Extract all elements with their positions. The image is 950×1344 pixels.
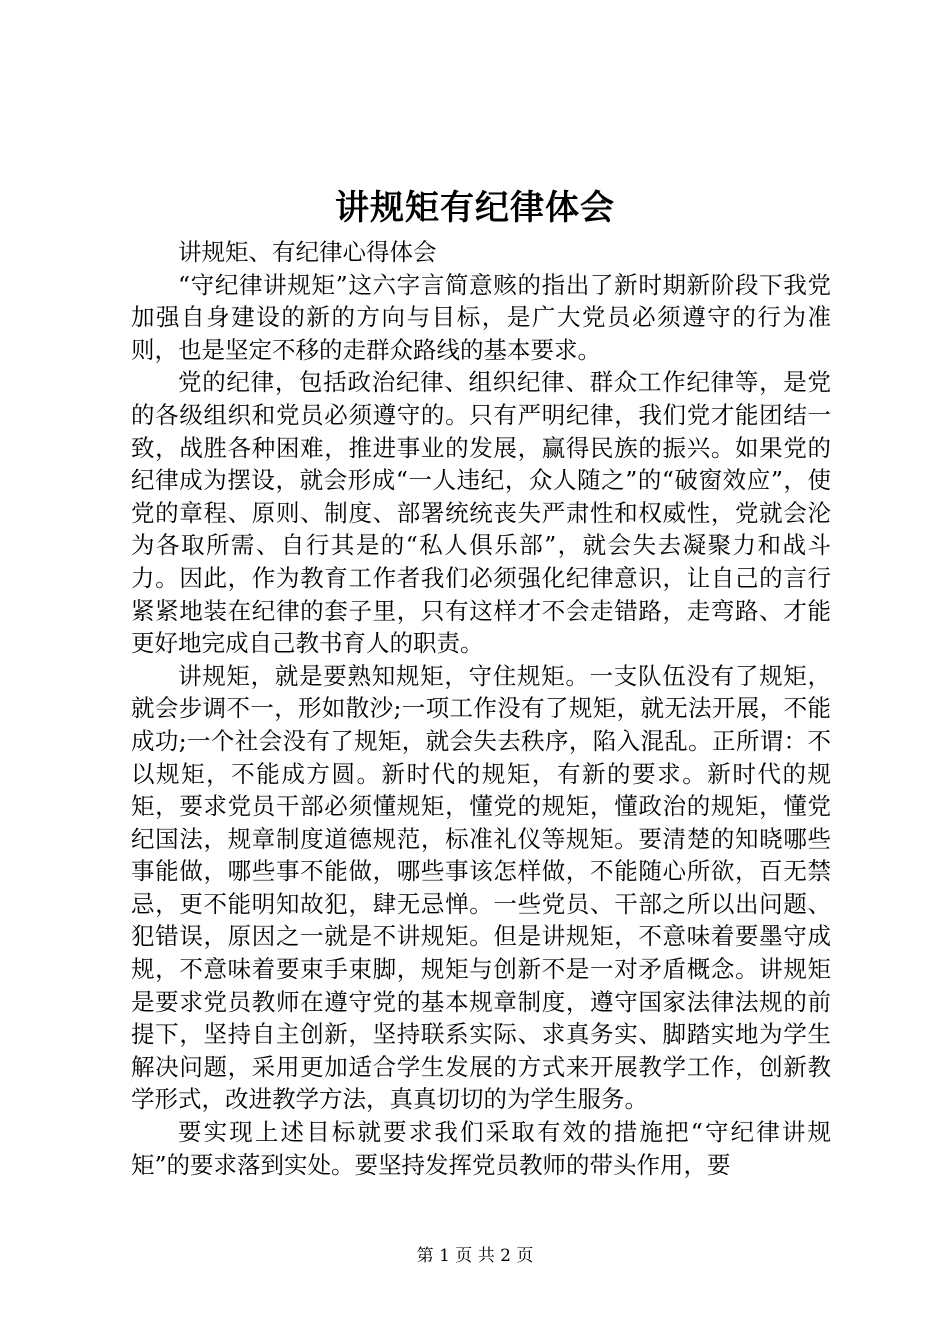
subtitle-paragraph: 讲规矩、有纪律心得体会	[178, 238, 437, 266]
body-paragraph: “守纪律讲规矩”这六字言简意赅的指出了新时期新阶段下我党加强自身建设的新的方向与目标，是广大党员必须遵守的行为准则，也是坚定不移的走群众路线的基本要求。	[131, 270, 831, 364]
document-title: 讲规矩有纪律体会	[335, 188, 615, 228]
body-paragraph: 党的纪律，包括政治纪律、组织纪律、群众工作纪律等，是党的各级组织和党员必须遵守的。只有严明纪律，我们党才能团结一致，战胜各种困难，推进事业的发展，赢得民族的振兴。如果党的纪律成为摆设，就会形成“一人违纪，众人随之”的“破窗效应”，使党的章程、原则、制度、部署统统丧失严肃性和权威性，党就会沦为各取所需、自行其是的“私人俱乐部”，就会失去凝聚力和战斗力。因此，作为教育工作者我们必须强化纪律意识，让自己的言行紧紧地装在纪律的套子里，只有这样才不会走错路，走弯路、才能更好地完成自己教书育人的职责。	[131, 368, 831, 658]
document-body	[131, 236, 831, 1181]
page-number-footer: 第 1 页 共 2 页	[416, 1246, 534, 1266]
body-paragraph: 讲规矩，就是要熟知规矩，守住规矩。一支队伍没有了规矩，就会步调不一，形如散沙;一项工作没有了规矩，就无法开展，不能成功;一个社会没有了规矩，就会失去秩序，陷入混乱。正所谓：不以规矩，不能成方圆。新时代的规矩，有新的要求。新时代的规矩，要求党员干部必须懂规矩，懂党的规矩，懂政治的规矩，懂党纪国法，规章制度道德规范，标准礼仪等规矩。要清楚的知晓哪些事能做，哪些事不能做，哪些事该怎样做，不能随心所欲，百无禁忌，更不能明知故犯，肆无忌惮。一些党员、干部之所以出问题、犯错误，原因之一就是不讲规矩。但是讲规矩，不意味着要墨守成规，不意味着要束手束脚，规矩与创新不是一对矛盾概念。讲规矩是要求党员教师在遵守党的基本规章制度，遵守国家法律法规的前提下，坚持自主创新，坚持联系实际、求真务实、脚踏实地为学生解决问题，采用更加适合学生发展的方式来开展教学工作，创新教学形式，改进教学方法，真真切切的为学生服务。	[131, 661, 831, 1114]
body-paragraph: 要实现上述目标就要求我们采取有效的措施把“守纪律讲规矩”的要求落到实处。要坚持发挥党员教师的带头作用，要	[131, 1118, 831, 1179]
